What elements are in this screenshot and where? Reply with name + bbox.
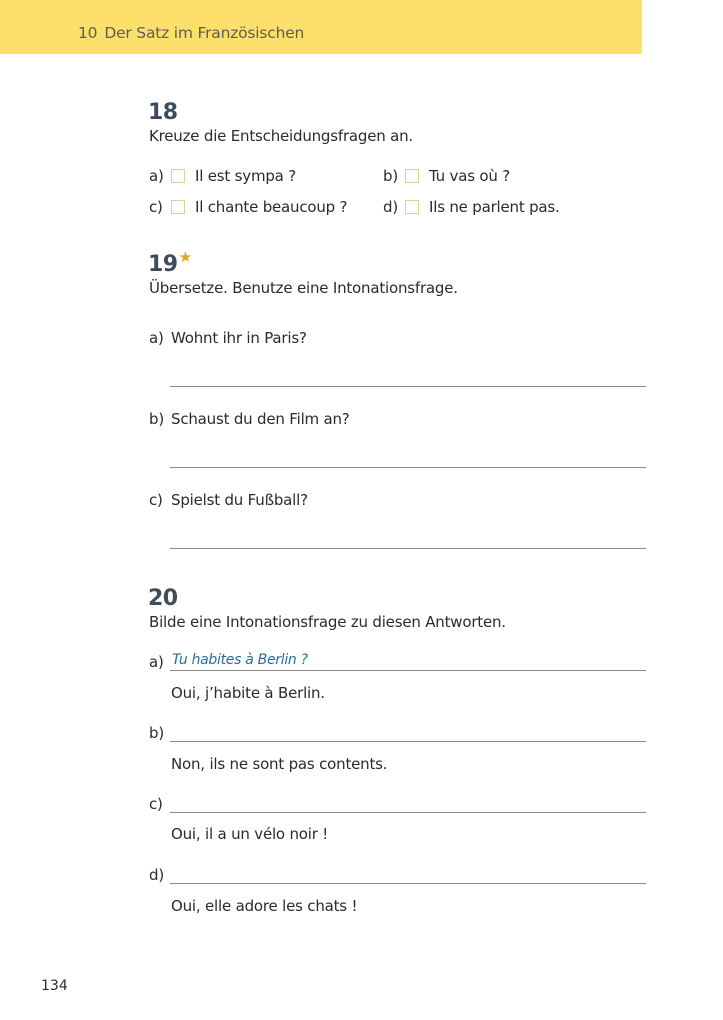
item-text: Il est sympa ? <box>195 167 296 185</box>
exercise-19-answer-a[interactable] <box>170 366 646 387</box>
exercise-20-reply-d: Oui, elle adore les chats ! <box>171 897 358 915</box>
exercise-19-item-b <box>149 410 350 428</box>
exercise-20-reply-c: Oui, il a un vélo noir ! <box>171 825 329 843</box>
item-label: b) <box>383 167 398 185</box>
exercise-18-item-c <box>149 198 347 216</box>
item-label: a) <box>149 329 164 347</box>
chapter-header-band <box>0 0 642 54</box>
exercise-20-answer-b[interactable] <box>170 721 646 742</box>
exercise-20-reply-a: Oui, j’habite à Berlin. <box>171 684 325 702</box>
item-text: Il chante beaucoup ? <box>195 198 348 216</box>
exercise-20-instruction: Bilde eine Intonationsfrage zu diesen Antworten. <box>149 613 506 631</box>
checkbox-b[interactable] <box>405 169 419 183</box>
exercise-18-item-a <box>149 167 296 185</box>
item-label: a) <box>149 653 164 671</box>
exercise-19-number <box>148 248 192 277</box>
checkbox-a[interactable] <box>171 169 185 183</box>
item-label: b) <box>149 724 164 742</box>
chapter-number: 10 <box>78 24 98 42</box>
item-label: c) <box>149 491 163 509</box>
exercise-20-answer-a[interactable] <box>170 650 646 671</box>
exercise-20-number: 20 <box>148 586 178 611</box>
checkbox-d[interactable] <box>405 200 419 214</box>
exercise-20-item-d-label <box>149 866 171 884</box>
exercise-19-answer-c[interactable] <box>170 528 646 549</box>
exercise-18-item-d <box>383 198 560 216</box>
item-prompt: Schaust du den Film an? <box>171 410 350 428</box>
exercise-20-answer-c[interactable] <box>170 792 646 813</box>
exercise-20-item-c-label <box>149 795 171 813</box>
exercise-18-instruction: Kreuze die Entscheidungsfragen an. <box>149 127 413 145</box>
exercise-number-text: 19 <box>148 252 178 277</box>
item-label: c) <box>149 795 163 813</box>
exercise-19-item-c <box>149 491 308 509</box>
chapter-title: Der Satz im Französischen <box>104 24 305 42</box>
item-label: a) <box>149 167 164 185</box>
exercise-18-item-b <box>383 167 510 185</box>
item-label: c) <box>149 198 163 216</box>
exercise-20-item-b-label <box>149 724 171 742</box>
item-prompt: Wohnt ihr in Paris? <box>171 329 307 347</box>
exercise-20-item-a-label <box>149 653 171 671</box>
item-text: Tu vas où ? <box>429 167 511 185</box>
item-label: d) <box>149 866 164 884</box>
page-number: 134 <box>41 978 68 994</box>
exercise-18-number: 18 <box>148 100 178 125</box>
exercise-20-answer-d[interactable] <box>170 863 646 884</box>
exercise-19-instruction: Übersetze. Benutze eine Intonationsfrage. <box>149 279 458 297</box>
chapter-heading <box>78 24 304 42</box>
exercise-20-reply-b: Non, ils ne sont pas contents. <box>171 755 388 773</box>
exercise-19-item-a <box>149 329 307 347</box>
star-icon: ★ <box>178 248 192 266</box>
item-label: d) <box>383 198 398 216</box>
item-label: b) <box>149 410 164 428</box>
item-prompt: Spielst du Fußball? <box>171 491 308 509</box>
item-text: Ils ne parlent pas. <box>429 198 560 216</box>
checkbox-c[interactable] <box>171 200 185 214</box>
exercise-19-answer-b[interactable] <box>170 447 646 468</box>
